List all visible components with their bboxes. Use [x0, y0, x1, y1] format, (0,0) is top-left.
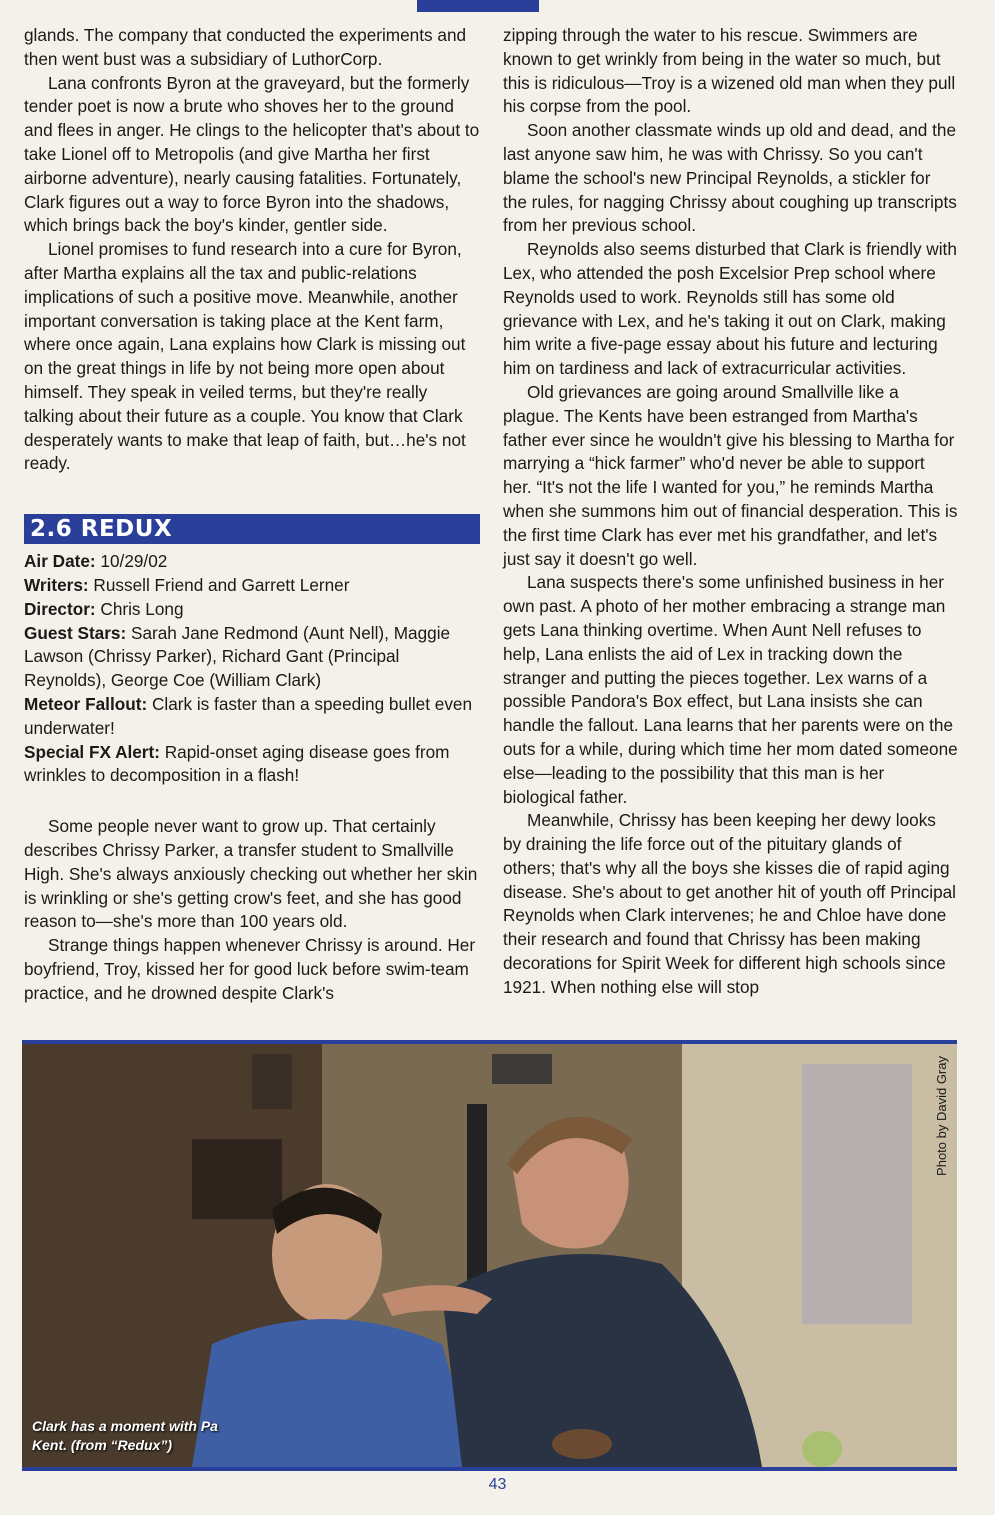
right-column: [503, 24, 958, 1000]
credit-guest-stars: [24, 622, 480, 693]
paragraph: Reynolds also seems disturbed that Clark is friendly with Lex, who attended the posh Excelsior Prep school where Reynolds used to work. Reynolds still has some old grievance with Lex, and he's taking it out on Clark, making him write a five-page essay about his future and lecturing him on tardiness and lack of extracurricular activities.: [503, 239, 957, 379]
credit-value: 10/29/02: [100, 551, 168, 572]
credit-label: Guest Stars:: [24, 622, 127, 643]
paragraph: Strange things happen whenever Chrissy is around. Her boyfriend, Troy, kissed her for good luck before swim-team practice, and he drowned despite Clark's: [24, 935, 476, 1003]
photo-bottom-rule: [22, 1467, 957, 1471]
credit-value: Russell Friend and Garrett Lerner: [93, 574, 350, 595]
episode-credits: [24, 550, 480, 788]
paragraph: Lana suspects there's some unfinished business in her own past. A photo of her mother embracing a strange man gets Lana thinking overtime. When Aunt Nell refuses to help, Lana enlists the aid of Lex in tracking down the stranger and putting the pieces together. Lex warns of a possible Pandora's Box effect, but Lana insists she can handle the fallout. Lana learns that her parents were on the outs for a while, during which time her mom dated someone else—leading to the possibility that this man is her biological father.: [503, 572, 958, 807]
credit-meteor-fallout: [24, 693, 480, 741]
credit-label: Air Date:: [24, 551, 96, 572]
credit-special-fx: [24, 741, 480, 789]
credit-label: Meteor Fallout:: [24, 693, 148, 714]
credit-value: Sarah Jane Redmond (Aunt Nell), Maggie Lawson (Chrissy Parker), Richard Gant (Principal Reynolds), George Coe (William Clark): [24, 622, 451, 691]
paragraph: Soon another classmate winds up old and dead, and the last anyone saw him, he was with Chrissy. So you can't blame the school's new Principal Reynolds, a stickler for the rules, for nagging Chrissy about coughing up transcripts from her previous school.: [503, 120, 957, 236]
paragraph: glands. The company that conducted the experiments and then went bust was a subsidiary of LuthorCorp.: [24, 25, 467, 69]
episode-photo: [22, 1044, 957, 1467]
paragraph: Old grievances are going around Smallville like a plague. The Kents have been estranged from Martha's father ever since he wouldn't give his blessing to Martha for marrying a “hick farmer” who'd never be able to support her. “It's not the life I wanted for you,” he reminds Martha when she summons him out of financial desperation. This is the first time Clark has ever met his grandfather, and let's just say it doesn't go well.: [503, 381, 958, 569]
credit-value: Rapid-onset aging disease goes from wrinkles to decomposition in a flash!: [24, 741, 450, 786]
spacer: [24, 788, 480, 815]
credit-director: [24, 598, 480, 622]
credit-writers: [24, 574, 480, 598]
credit-value: Clark is faster than a speeding bullet even underwater!: [24, 693, 473, 738]
section-title: 2.6 REDUX: [24, 514, 480, 544]
left-column: [24, 24, 480, 1005]
page-number: 43: [488, 1476, 507, 1493]
photo-credit: Photo by David Gray: [934, 1056, 949, 1176]
paragraph: Some people never want to grow up. That certainly describes Chrissy Parker, a transfer student to Smallville High. She's always anxiously checking out whether her skin is wrinkling or she's getting crow's feet, and she has good reason to—she's more than 100 years old.: [24, 816, 478, 932]
credit-label: Special FX Alert:: [24, 741, 160, 762]
paragraph: Meanwhile, Chrissy has been keeping her dewy looks by draining the life force out of the pituitary glands of others; that's why all the boys she kisses die of rapid aging disease. She's about to get another hit of youth off Principal Reynolds when Clark intervenes; he and Chloe have done their research and found that Chrissy has been making decorations for Spirit Week for different high schools since 1921. When nothing else will stop: [503, 810, 957, 997]
credit-value: Chris Long: [100, 598, 184, 619]
paragraph: Lana confronts Byron at the graveyard, but the formerly tender poet is now a brute who shoves her to the ground and flees in anger. He clings to the helicopter that's about to take Lionel off to Metropolis (and give Martha her first airborne adventure), nearly causing fatalities. Fortunately, Clark figures out a way to force Byron into the shadows, which brings back the boy's kinder, gentler side.: [24, 72, 480, 236]
paragraph: Lionel promises to fund research into a cure for Byron, after Martha explains all the tax and public-relations implications of such a positive move. Meanwhile, another important conversation is taking place at the Kent farm, where once again, Lana explains how Clark is missing out on the great things in life by not being more open about himself. They speak in veiled terms, but they're really talking about their future as a couple. You know that Clark desperately wants to make that leap of faith, but…he's not ready.: [24, 239, 466, 474]
paragraph: zipping through the water to his rescue. Swimmers are known to get wrinkly from being in the water so much, but this is ridiculous—Troy is a wizened old man when they pull his corpse from the pool.: [503, 25, 956, 117]
credit-label: Director:: [24, 598, 96, 619]
photo-illustration: [22, 1044, 957, 1467]
photo-caption: Clark has a moment with Pa Kent. (from “Redux”): [32, 1418, 218, 1453]
credit-air-date: [24, 550, 480, 574]
top-tab-marker: [417, 0, 539, 12]
credit-label: Writers:: [24, 574, 89, 595]
